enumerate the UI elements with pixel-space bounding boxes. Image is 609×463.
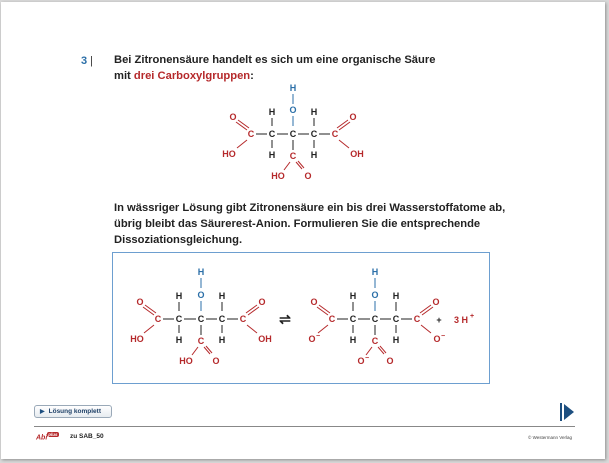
body-line-3: Dissoziationsgleichung. [114,234,243,246]
atom-c-3: C [289,129,297,139]
right-h-1: H [349,291,357,301]
left-o-dbl-2: O [258,297,266,307]
task-separator: | [90,55,93,67]
right-h-4: H [392,335,400,345]
intro-line-1: Bei Zitronensäure handelt es sich um eine organische Säure [114,54,436,66]
atom-ho-bottom: HO [271,171,285,181]
left-c-2: C [175,314,183,324]
atom-h-left: H [268,107,276,117]
atom-c-4: C [310,129,318,139]
right-h-3: H [349,335,357,345]
atom-c-2: C [268,129,276,139]
show-solution-label: Lösung komplett [48,408,101,415]
plus-sign: + [436,315,442,325]
body-line-2: übrig bleibt das Säurerest-Anion. Formulieren Sie die entsprechende [114,218,481,230]
hydrogen-charge: + [469,313,475,320]
left-c-6: C [197,336,205,346]
atom-o-hydroxyl: O [289,105,297,115]
task-number: 3 [81,55,88,67]
atom-h-right: H [310,107,318,117]
right-h-top: H [371,267,379,277]
right-c-1: C [328,314,336,324]
left-h-top: H [197,267,205,277]
show-solution-button[interactable] [34,405,112,418]
footer-divider [34,426,575,427]
left-c-1: C [154,314,162,324]
play-icon: ▶ [40,409,45,415]
right-o-hydroxyl: O [371,290,379,300]
atom-o-bottom: O [304,171,312,181]
left-h-4: H [218,335,226,345]
abiplus-logo: Abi$^{plus}$ [36,432,58,442]
right-h-2: H [392,291,400,301]
left-o-dbl-1: O [136,297,144,307]
left-c-3: C [197,314,205,324]
dissociation-equation [113,253,489,383]
left-o-hydroxyl: O [197,290,205,300]
right-o-dbl-2: O [432,297,440,307]
page [1,2,605,459]
right-c-4: C [392,314,400,324]
right-o-bottom: O [386,356,394,366]
left-oh: OH [258,334,272,344]
equilibrium-arrows: ⇌ [279,311,291,327]
left-h-2: H [218,291,226,301]
right-minus-left: − [315,333,321,340]
left-c-5: C [239,314,247,324]
left-h-3: H [175,335,183,345]
right-c-5: C [413,314,421,324]
atom-o-left-dbl: O [229,112,237,122]
body-line-1: In wässriger Lösung gibt Zitronensäure ein bis drei Wasserstoffatome ab, [114,202,506,214]
atom-c-6: C [289,151,297,161]
left-h-1: H [175,291,183,301]
right-o-minus-bottom: O [357,356,365,366]
atom-oh-right: OH [350,149,364,159]
right-o-dbl-1: O [310,297,318,307]
right-minus-bottom: − [364,355,370,362]
right-o-minus-right: O [433,334,441,344]
atom-c-1: C [247,129,255,139]
left-o-bottom: O [212,356,220,366]
left-c-4: C [218,314,226,324]
page-reference: zu SAB_50 [70,433,104,440]
right-c-2: C [349,314,357,324]
solution-box [112,252,490,384]
right-o-minus-left: O [308,334,316,344]
right-minus-right: − [440,333,446,340]
left-ho-bottom: HO [179,356,193,366]
atom-h-bottom-left: H [268,150,276,160]
hydrogen-ions: 3 H [453,315,469,325]
atom-o-right-dbl: O [349,112,357,122]
left-ho: HO [130,334,144,344]
atom-h-top: H [289,83,297,93]
intro-line-2: mit drei Carboxylgruppen: [114,70,254,82]
next-page-icon[interactable] [560,403,574,421]
carboxyl-highlight: drei Carboxylgruppen [133,70,251,82]
atom-h-bottom-right: H [310,150,318,160]
right-c-6: C [371,336,379,346]
atom-ho-left: HO [222,149,236,159]
atom-c-5: C [331,129,339,139]
body-text [114,200,505,248]
right-c-3: C [371,314,379,324]
citric-acid-structure [211,80,381,182]
copyright-text: © Westermann Verlag [528,435,573,440]
